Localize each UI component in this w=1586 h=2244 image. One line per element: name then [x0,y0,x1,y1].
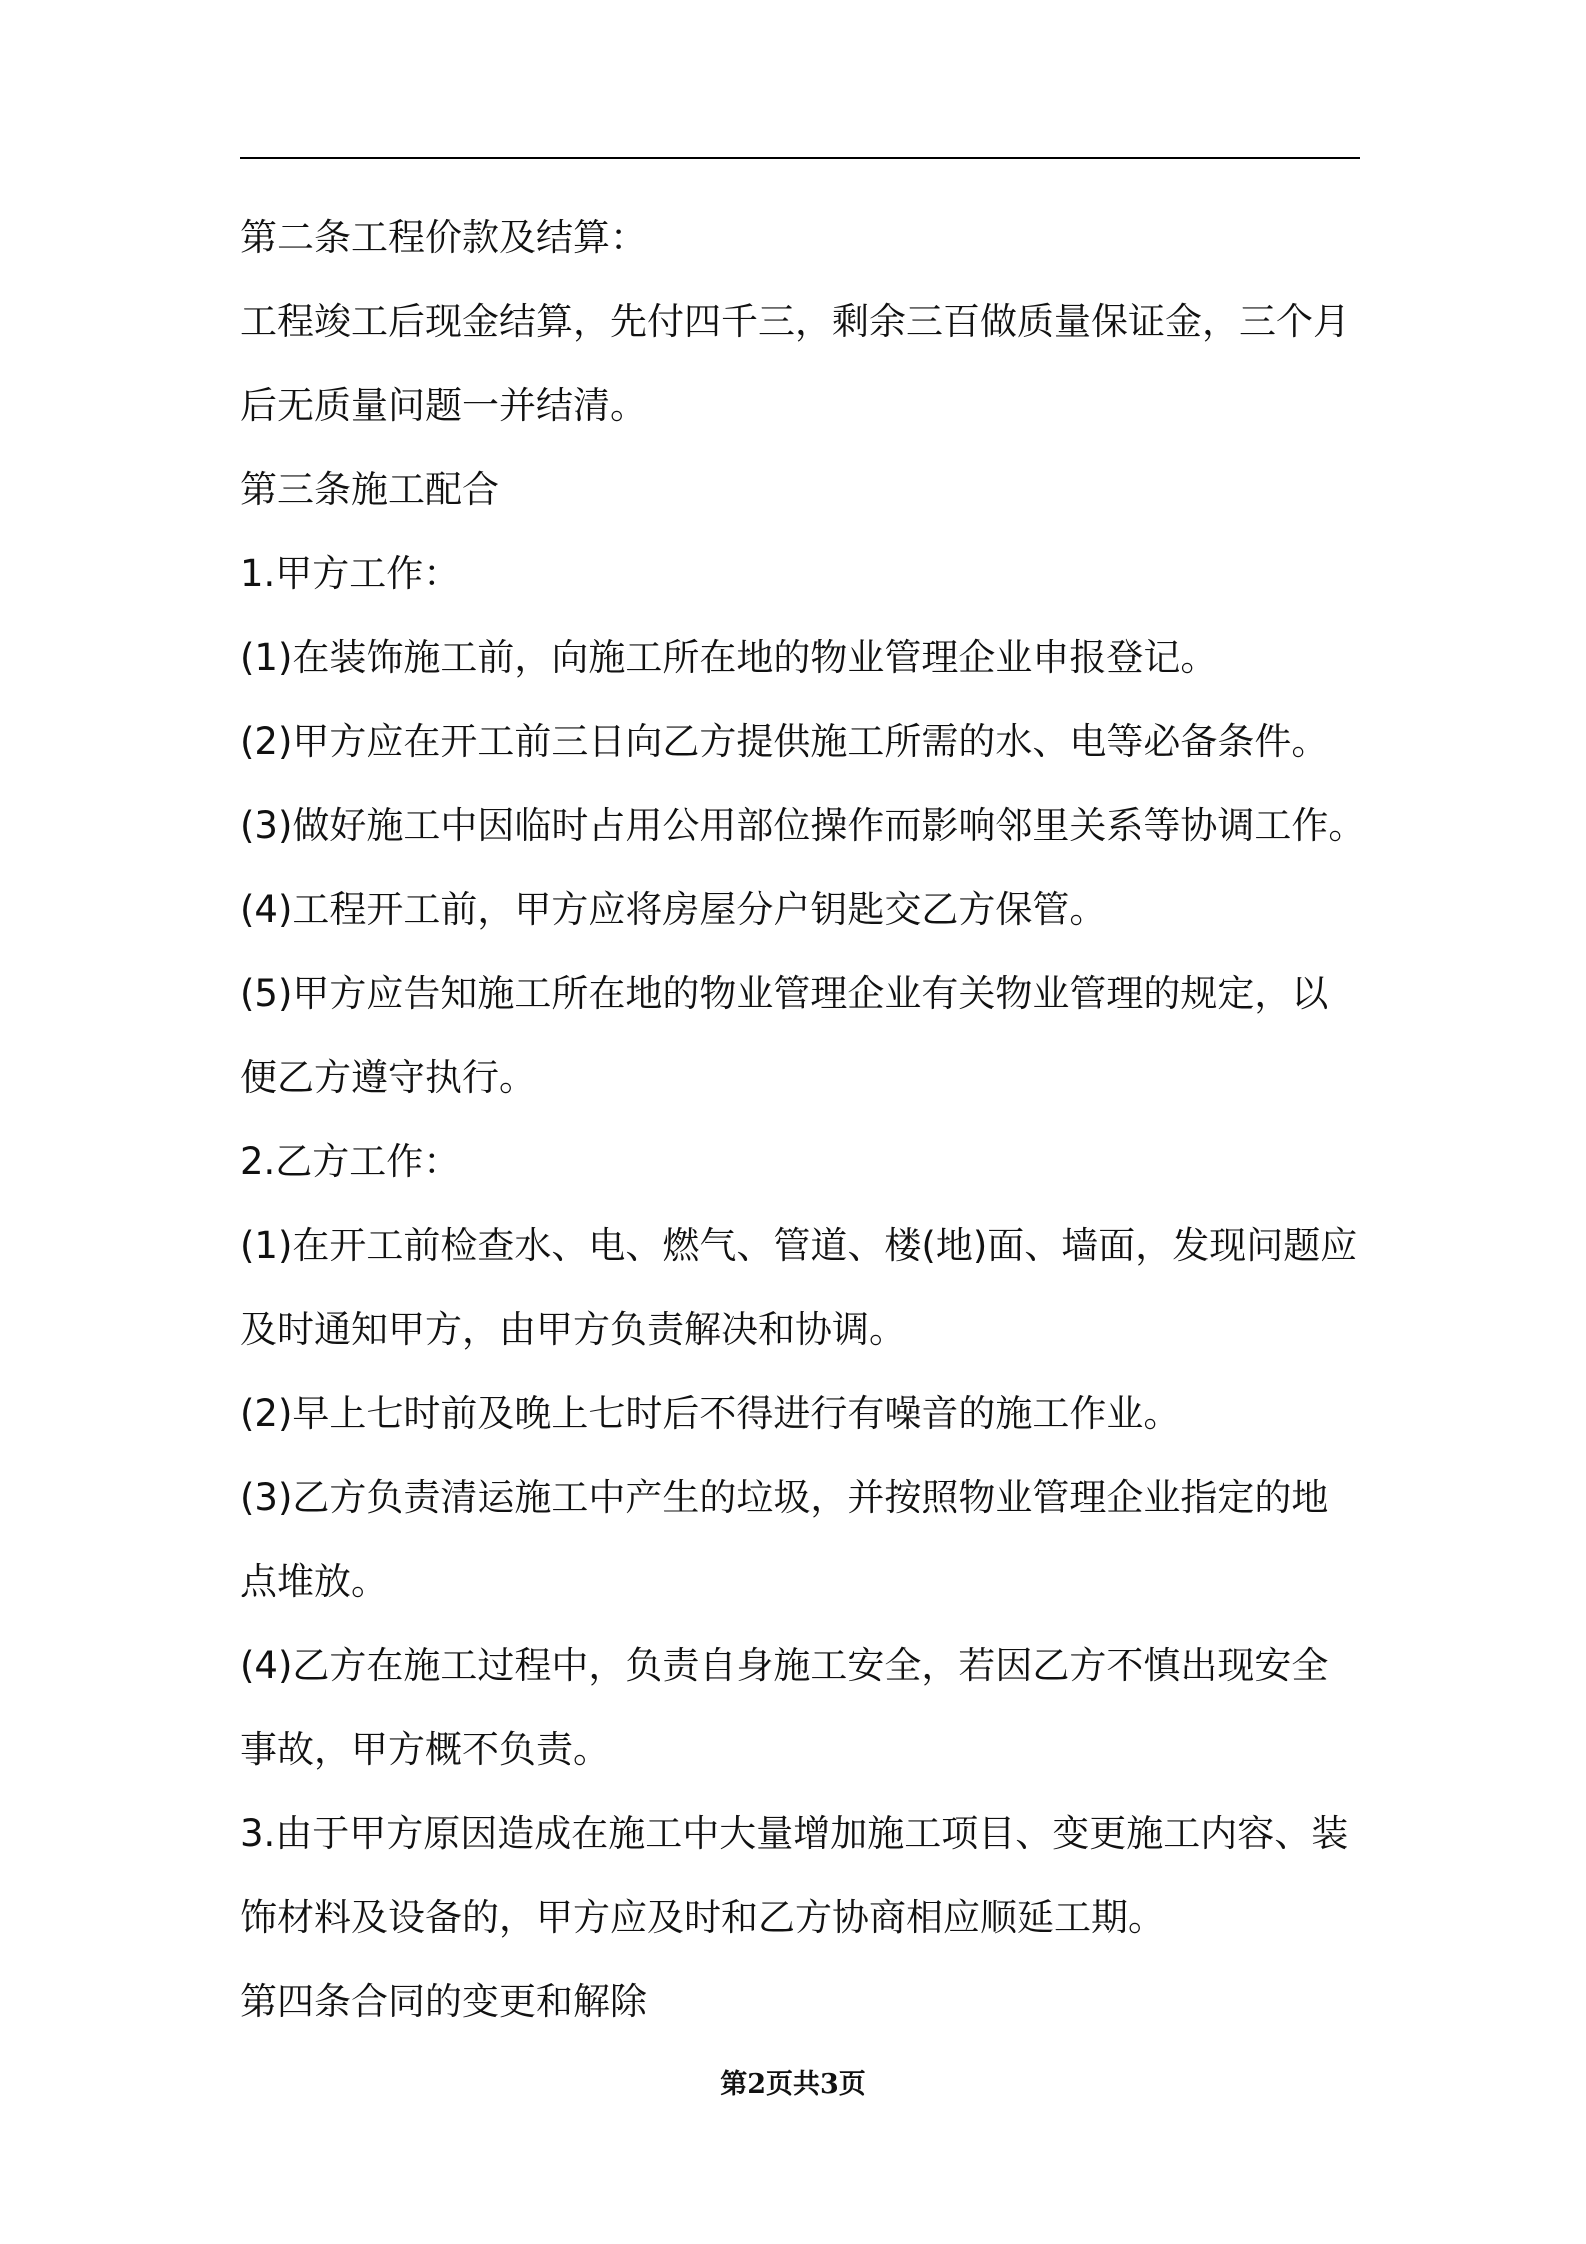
document-body [240,196,1370,2044]
subheading-party-b-work: 2.乙方工作： [240,1140,461,1183]
paragraph-line: (2)早上七时前及晚上七时后不得进行有噪音的施工作业。 [240,1392,1181,1435]
paragraph-line: (3)做好施工中因临时占用公用部位操作而影响邻里关系等协调工作。 [240,804,1366,847]
paragraph-line: 事故，甲方概不负责。 [240,1728,610,1771]
heading-article-3: 第三条施工配合 [240,468,499,511]
paragraph-line: 工程竣工后现金结算，先付四千三，剩余三百做质量保证金，三个月 [240,300,1350,343]
paragraph-line: (3)乙方负责清运施工中产生的垃圾，并按照物业管理企业指定的地 [240,1476,1329,1519]
heading-article-4: 第四条合同的变更和解除 [240,1980,647,2023]
paragraph-line: 3.由于甲方原因造成在施工中大量增加施工项目、变更施工内容、装 [240,1812,1349,1855]
paragraph-line: 点堆放。 [240,1560,388,1603]
paragraph-line: (4)工程开工前，甲方应将房屋分户钥匙交乙方保管。 [240,888,1107,931]
paragraph-line: (2)甲方应在开工前三日向乙方提供施工所需的水、电等必备条件。 [240,720,1329,763]
heading-article-2: 第二条工程价款及结算： [240,216,647,259]
paragraph-line: (4)乙方在施工过程中，负责自身施工安全，若因乙方不慎出现安全 [240,1644,1329,1687]
page-number: 第2页共3页 [720,2069,866,2100]
paragraph-line: (1)在装饰施工前，向施工所在地的物业管理企业申报登记。 [240,636,1218,679]
paragraph-line: 饰材料及设备的，甲方应及时和乙方协商相应顺延工期。 [240,1896,1165,1939]
header-rule [240,157,1360,159]
paragraph-line: (5)甲方应告知施工所在地的物业管理企业有关物业管理的规定，以 [240,972,1329,1015]
paragraph-line: 后无质量问题一并结清。 [240,384,647,427]
paragraph-line: 及时通知甲方，由甲方负责解决和协调。 [240,1308,906,1351]
subheading-party-a-work: 1.甲方工作： [240,552,461,595]
paragraph-line: 便乙方遵守执行。 [240,1056,536,1099]
paragraph-line: (1)在开工前检查水、电、燃气、管道、楼(地)面、墙面，发现问题应 [240,1224,1358,1267]
